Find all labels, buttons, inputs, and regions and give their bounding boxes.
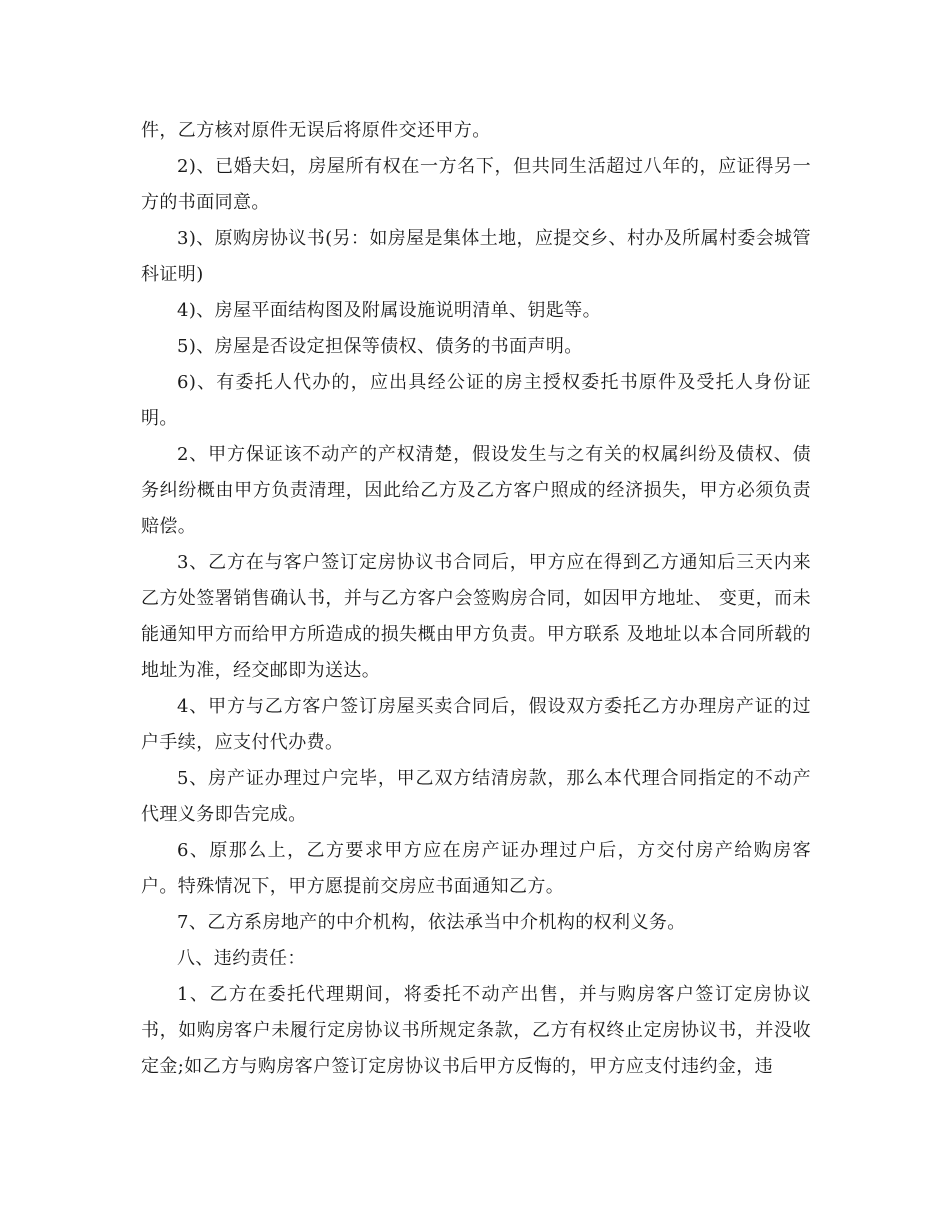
paragraph-item-4-floor-plan: 4)、房屋平面结构图及附属设施说明清单、钥匙等。 xyxy=(177,300,602,321)
paragraph-clause-6: 6、原那么上，乙方要求甲方应在房产证办理过户后，方交付房产给购房客户。特殊情况下，甲方愿提前交房应书面通知乙方。 xyxy=(141,840,811,897)
paragraph-item-2-marriage: 2)、已婚夫妇，房屋所有权在一方名下，但共同生活超过八年的，应证得另一方的书面同意。 xyxy=(141,156,811,213)
paragraph-breach-clause-1: 1、乙方在委托代理期间，将委托不动产出售，并与购房客户签订定房协议书，如购房客户未履行定房协议书所规定条款，乙方有权终止定房协议书，并没收定金;如乙方与购房客户签订定房协议书后甲方反悔的，甲方应支付违约金，违 xyxy=(141,984,811,1077)
document-body xyxy=(141,113,811,1085)
section-heading-breach: 八、违约责任： xyxy=(177,948,306,969)
paragraph-clause-5: 5、房产证办理过户完毕，甲乙双方结清房款，那么本代理合同指定的不动产代理义务即告完成。 xyxy=(141,768,811,825)
paragraph-clause-7: 7、乙方系房地产的中介机构，依法承当中介机构的权利义务。 xyxy=(177,912,686,933)
paragraph-item-5-guarantee: 5)、房屋是否设定担保等债权、债务的书面声明。 xyxy=(177,336,583,357)
paragraph-clause-3: 3、乙方在与客户签订定房协议书合同后，甲方应在得到乙方通知后三天内来乙方处签署销售确认书，并与乙方客户会签购房合同，如因甲方地址、 变更，而未能通知甲方而给甲方所造成的损失概由甲方负责。甲方联系 及地址以本合同所载的地址为准，经交邮即为送达。 xyxy=(141,552,811,681)
paragraph-clause-4: 4、甲方与乙方客户签订房屋买卖合同后，假设双方委托乙方办理房产证的过户手续，应支付代办费。 xyxy=(141,696,811,753)
paragraph-continuation: 件，乙方核对原件无误后将原件交还甲方。 xyxy=(141,120,491,141)
paragraph-item-6-proxy: 6)、有委托人代办的，应出具经公证的房主授权委托书原件及受托人身份证明。 xyxy=(141,372,811,429)
paragraph-item-3-purchase-agreement: 3)、原购房协议书(另：如房屋是集体土地，应提交乡、村办及所属村委会城管科证明) xyxy=(141,228,811,285)
paragraph-clause-2: 2、甲方保证该不动产的产权清楚，假设发生与之有关的权属纠纷及债权、债务纠纷概由甲方负责清理，因此给乙方及乙方客户照成的经济损失，甲方必须负责赔偿。 xyxy=(141,444,811,537)
